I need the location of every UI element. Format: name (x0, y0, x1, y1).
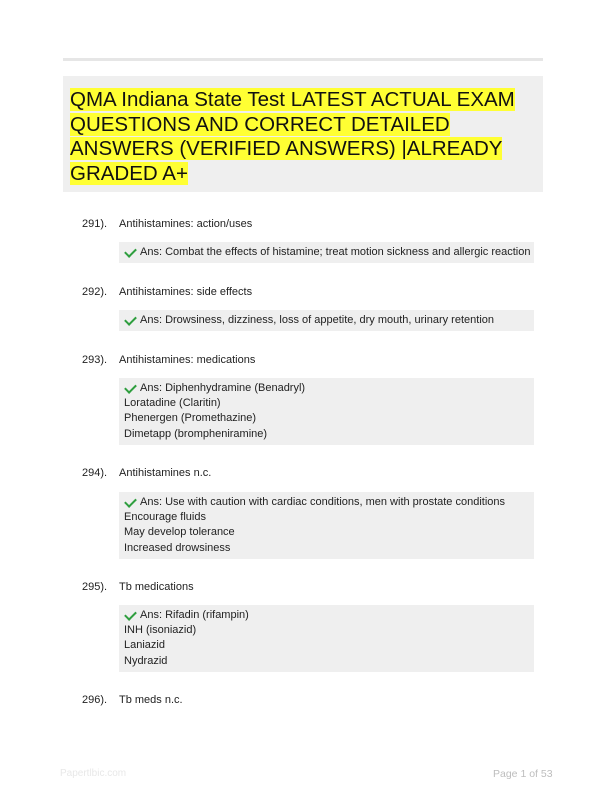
top-divider (63, 58, 543, 61)
question-number: 294). (82, 467, 108, 479)
check-icon (124, 313, 137, 326)
answer-line: Phenergen (Promethazine) (124, 412, 257, 425)
answer-line (124, 313, 534, 328)
answer-line (124, 381, 534, 396)
question-number: 292). (82, 286, 108, 298)
question-text: Tb medications (119, 581, 194, 593)
footer-watermark: Papertlbic.com (60, 768, 127, 779)
page-indicator: Page 1 of 53 (493, 768, 553, 780)
answer-text: Ans: Combat the effects of histamine; treat motion sickness and allergic reaction (140, 246, 531, 258)
answer-line: Laniazid (124, 639, 165, 652)
question-number: 295). (82, 581, 108, 593)
answer-box (119, 492, 534, 559)
check-icon (124, 381, 137, 394)
question-text: Antihistamines: medications (119, 354, 256, 366)
answer-text: Ans: Diphenhydramine (Benadryl) (140, 382, 306, 394)
answer-line: Encourage fluids (124, 511, 206, 524)
question-text: Tb meds n.c. (119, 694, 183, 706)
answer-text: Ans: Drowsiness, dizziness, loss of appetite, dry mouth, urinary retention (140, 314, 494, 326)
question-number: 296). (82, 694, 108, 706)
answer-line (124, 608, 534, 623)
answer-line: Increased drowsiness (124, 541, 231, 554)
answer-box (119, 378, 534, 445)
answer-line (124, 245, 534, 260)
question-text: Antihistamines: action/uses (119, 218, 253, 230)
answer-line: Loratadine (Claritin) (124, 397, 221, 410)
check-icon (124, 608, 137, 621)
question-number: 293). (82, 354, 108, 366)
answer-text: Ans: Use with caution with cardiac conditions, men with prostate conditions (140, 496, 506, 508)
answer-line: INH (isoniazid) (124, 624, 197, 637)
answer-box (119, 605, 534, 672)
question-text: Antihistamines n.c. (119, 467, 212, 479)
question-text: Antihistamines: side effects (119, 286, 253, 298)
question-number: 291). (82, 218, 108, 230)
answer-line: Dimetapp (brompheniramine) (124, 427, 268, 440)
check-icon (124, 245, 137, 258)
answer-line: Nydrazid (124, 654, 168, 667)
answer-line: May develop tolerance (124, 526, 235, 539)
answer-box (119, 310, 534, 331)
check-icon (124, 495, 137, 508)
title-highlight: QMA Indiana State Test LATEST ACTUAL EXAM QUESTIONS AND CORRECT DETAILED ANSWERS (VERIFIED ANSWERS) |ALREADY GRADED A+ (70, 88, 515, 185)
answer-text: Ans: Rifadin (rifampin) (140, 609, 249, 621)
answer-box (119, 242, 534, 263)
page-title (70, 88, 540, 186)
answer-line (124, 495, 534, 510)
